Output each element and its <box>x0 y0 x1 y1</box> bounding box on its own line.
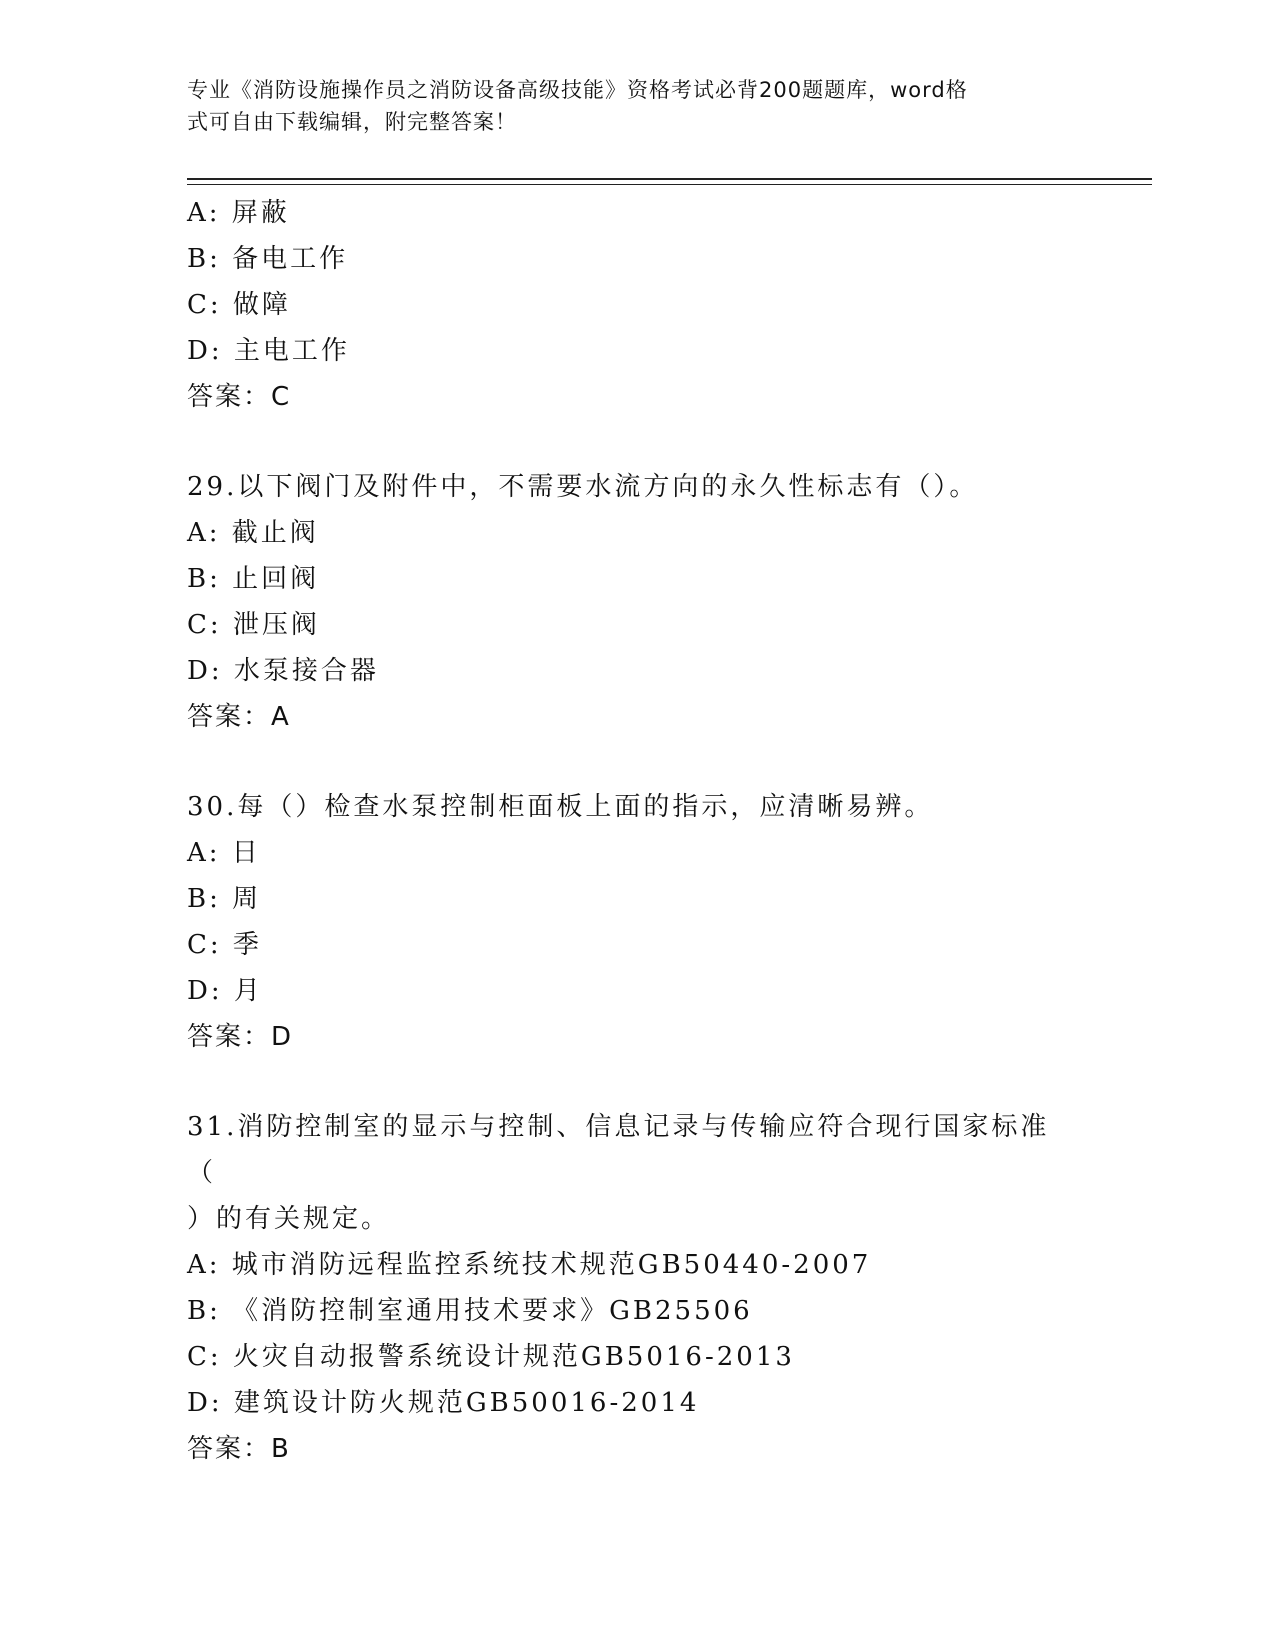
answer-text: 答案：A <box>187 702 291 732</box>
question-block-28 <box>187 190 1087 420</box>
question-block-29 <box>187 464 1087 740</box>
option-b: B: 《消防控制室通用技术要求》GB25506 <box>187 1296 753 1326</box>
header-line-2: 式可自由下载编辑，附完整答案！ <box>187 110 517 134</box>
option-d: D: 建筑设计防火规范GB50016-2014 <box>187 1388 700 1418</box>
option-a: A: 城市消防远程监控系统技术规范GB50440-2007 <box>187 1250 872 1280</box>
header-line-1: 专业《消防设施操作员之消防设备高级技能》资格考试必背200题题库，word格 <box>187 78 968 102</box>
answer-text: 答案：B <box>187 1434 291 1464</box>
question-block-30 <box>187 784 1087 1060</box>
spacer <box>187 1060 1087 1104</box>
answer-text: 答案：C <box>187 382 292 412</box>
question-text-line-1: 31.消防控制室的显示与控制、信息记录与传输应符合现行国家标准（ <box>187 1112 1050 1188</box>
option-c: C: 火灾自动报警系统设计规范GB5016-2013 <box>187 1342 795 1372</box>
option-d: D: 月 <box>187 976 263 1006</box>
question-text: 30.每（）检查水泵控制柜面板上面的指示，应清晰易辨。 <box>187 792 934 822</box>
option-d: D: 主电工作 <box>187 336 350 366</box>
option-c: C: 季 <box>187 930 262 960</box>
question-block-31 <box>187 1104 1087 1472</box>
option-a: A: 截止阀 <box>187 518 319 548</box>
header-divider-thick <box>187 178 1152 180</box>
question-text: 29.以下阀门及附件中，不需要水流方向的永久性标志有（）。 <box>187 472 979 502</box>
option-c: C: 泄压阀 <box>187 610 320 640</box>
option-b: B: 周 <box>187 884 262 914</box>
option-a: A: 屏蔽 <box>187 198 290 228</box>
option-a: A: 日 <box>187 838 261 868</box>
header-divider-thin <box>187 184 1152 185</box>
spacer <box>187 740 1087 784</box>
document-header <box>187 74 1067 138</box>
option-c: C: 做障 <box>187 290 291 320</box>
spacer <box>187 420 1087 464</box>
question-list <box>187 190 1087 1472</box>
question-text-line-2: ）的有关规定。 <box>187 1204 391 1234</box>
option-b: B: 止回阀 <box>187 564 320 594</box>
option-b: B: 备电工作 <box>187 244 349 274</box>
answer-text: 答案：D <box>187 1022 294 1052</box>
option-d: D: 水泵接合器 <box>187 656 379 686</box>
